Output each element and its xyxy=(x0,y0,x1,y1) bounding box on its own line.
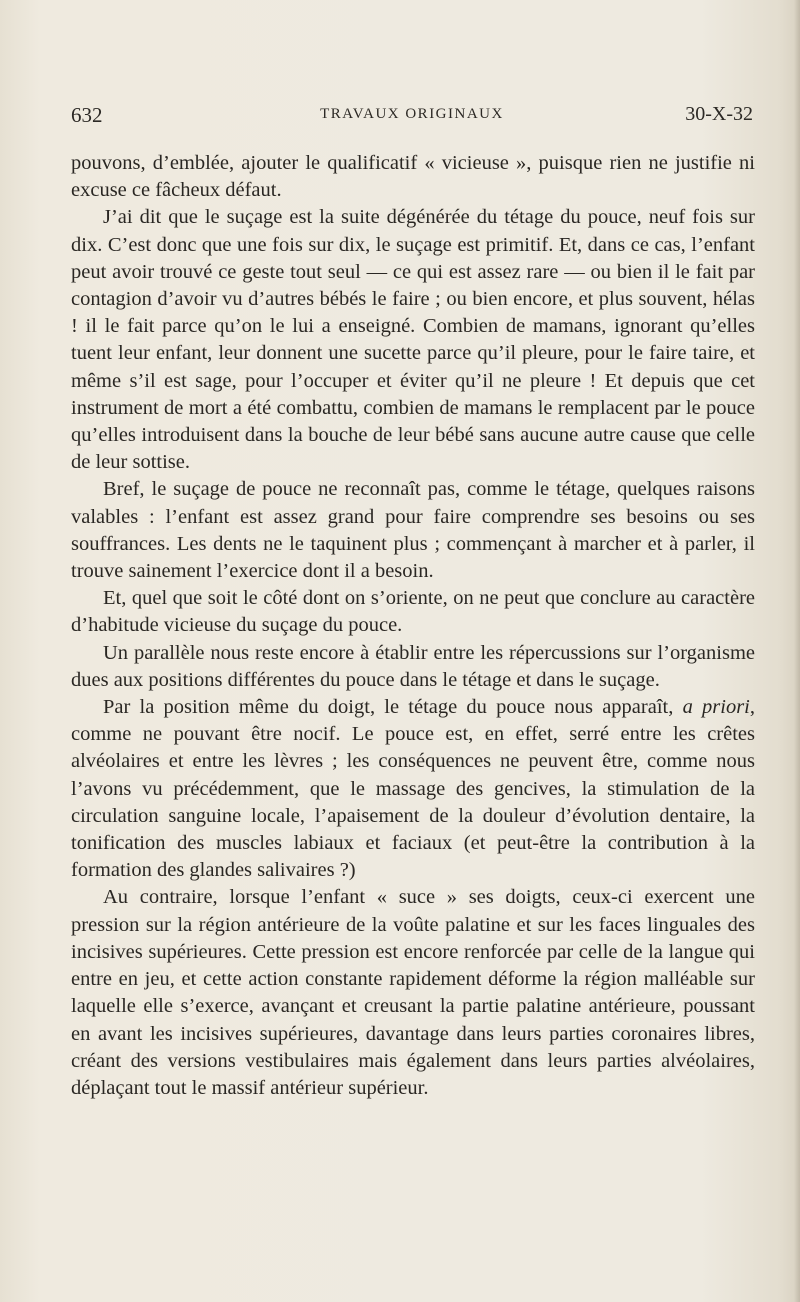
paragraph: Un parallèle nous reste encore à établir entre les répercussions sur l’organisme dues aux positions différentes du pouce dans le tétage et dans le suçage. xyxy=(71,641,755,691)
header-date: 30-X-32 xyxy=(685,103,753,125)
running-header xyxy=(71,103,753,131)
paragraph-text: Par la position même du doigt, le tétage du pouce nous apparaît, xyxy=(103,696,683,719)
paragraph: Et, quel que soit le côté dont on s’oriente, on ne peut que conclure au caractère d’habitude vicieuse du suçage du pouce. xyxy=(71,587,755,637)
paragraph-text: , comme ne pouvant être nocif. Le pouce est, en effet, serré entre les crêtes alvéolaires et entre les lèvres ; les conséquences ne peuvent être, comme nous l’avons vu précédemment, que le massage des gencives, la stimulation de la circulation sanguine locale, l’apaisement de la douleur d’évolution dentaire, la tonification des muscles labiaux et faciaux (et peut-être la contribution à la formation des glandes salivaires ?) xyxy=(71,696,755,882)
page-number: 632 xyxy=(71,103,103,127)
paragraph: J’ai dit que le suçage est la suite dégénérée du tétage du pouce, neuf fois sur dix. C’est donc que une fois sur dix, le suçage est primitif. Et, dans ce cas, l’enfant peut avoir trouvé ce geste tout seul — ce qui est assez rare — ou bien il le fait par contagion d’avoir vu d’autres bébés le faire ; ou bien encore, et plus souvent, hélas ! il le fait parce qu’on le lui a enseigné. Combien de mamans, ignorant qu’elles tuent leur enfant, leur donnent une sucette parce qu’il pleure, pour le faire taire, et même s’il est sage, pour l’occuper et éviter qu’il ne pleure ! Et depuis que cet instrument de mort a été combattu, combien de mamans le remplacent par le pouce qu’elles introduisent dans la bouche de leur bébé sans aucune autre cause que celle de leur sottise. xyxy=(71,206,755,474)
page-edge-shadow xyxy=(794,0,800,1302)
paragraph: Bref, le suçage de pouce ne reconnaît pas, comme le tétage, quelques raisons valables : l’enfant est assez grand pour faire comprendre ses besoins ou ses souffrances. Les dents ne le taquinent plus ; commençant à marcher et à parler, il trouve sainement l’exercice dont il a besoin. xyxy=(71,478,755,583)
article-body xyxy=(71,150,755,1102)
italic-phrase: a priori xyxy=(682,696,750,719)
paragraph xyxy=(71,694,755,884)
paragraph: Au contraire, lorsque l’enfant « suce » ses doigts, ceux-ci exercent une pression sur la région antérieure de la voûte palatine et sur les faces linguales des incisives supérieures. Cette pression est encore renforcée par celle de la langue qui entre en jeu, et cette action constante rapidement déforme la région malléable sur laquelle elle s’exerce, avançant et creusant la partie palatine antérieure, poussant en avant les incisives supérieures, davantage dans leurs parties coronaires libres, créant des versions vestibulaires mais également dans leurs parties alvéolaires, déplaçant tout le massif antérieur supérieur. xyxy=(71,886,755,1099)
paragraph-continued: pouvons, d’emblée, ajouter le qualificatif « vicieuse », puisque rien ne justifie ni excuse ce fâcheux défaut. xyxy=(71,152,755,202)
running-title: TRAVAUX ORIGINAUX xyxy=(320,106,504,122)
